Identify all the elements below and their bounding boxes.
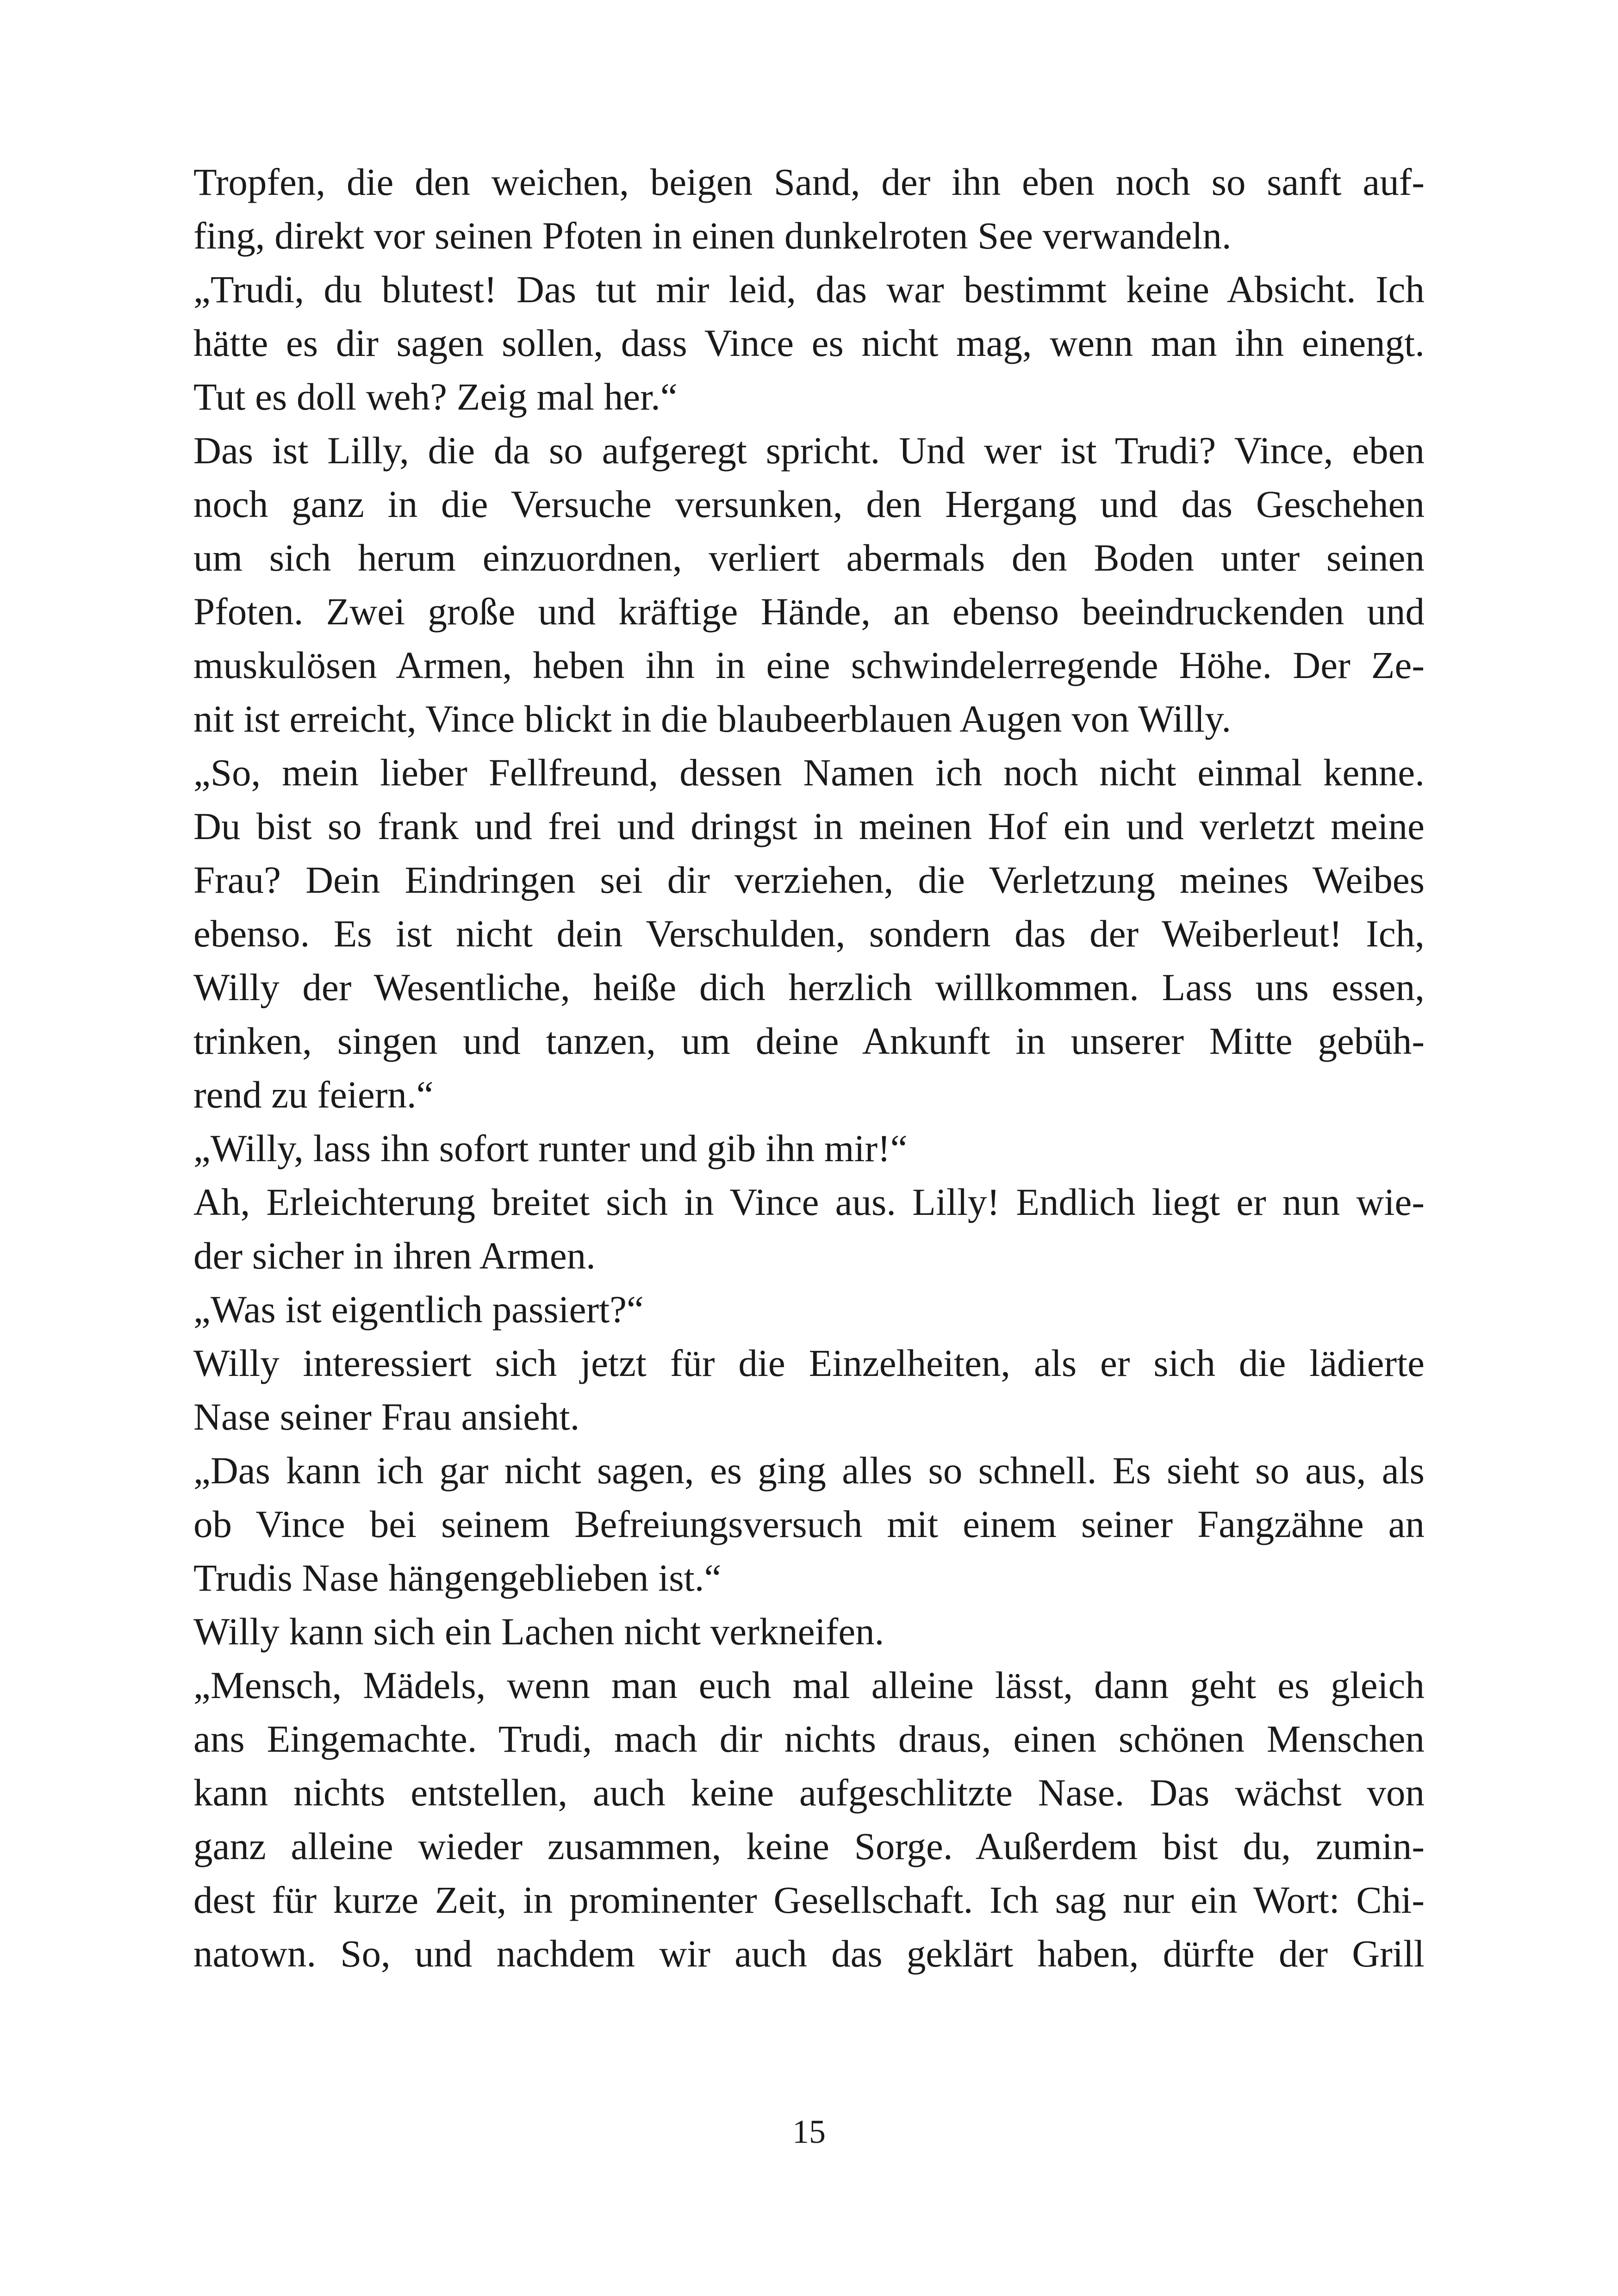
- text-line: natown. So, und nachdem wir auch das geklärt haben, dürfte der Grill: [193, 1932, 1425, 1975]
- text-line: Willy interessiert sich jetzt für die Einzelheiten, als er sich die lädierte: [193, 1342, 1425, 1384]
- text-line: muskulösen Armen, heben ihn in eine schwindelerregende Höhe. Der Ze-: [193, 644, 1425, 686]
- text-line: ans Eingemachte. Trudi, mach dir nichts draus, einen schönen Menschen: [193, 1717, 1425, 1760]
- text-line: Pfoten. Zwei große und kräftige Hände, an ebenso beeindruckenden und: [193, 590, 1425, 633]
- text-line: Tropfen, die den weichen, beigen Sand, der ihn eben noch so sanft auf-: [193, 161, 1425, 203]
- text-line: hätte es dir sagen sollen, dass Vince es nicht mag, wenn man ihn einengt.: [193, 322, 1425, 364]
- text-line: trinken, singen und tanzen, um deine Ankunft in unserer Mitte gebüh-: [193, 1020, 1425, 1062]
- text-line: dest für kurze Zeit, in prominenter Gesellschaft. Ich sag nur ein Wort: Chi-: [193, 1879, 1425, 1921]
- text-line: „Willy, lass ihn sofort runter und gib ihn mir!“: [193, 1127, 908, 1170]
- body-text: [193, 155, 1425, 1980]
- text-line: ob Vince bei seinem Befreiungsversuch mit einem seiner Fangzähne an: [193, 1503, 1425, 1545]
- text-line: „Trudi, du blutest! Das tut mir leid, das war bestimmt keine Absicht. Ich: [193, 268, 1425, 311]
- text-line: „So, mein lieber Fellfreund, dessen Namen ich noch nicht einmal kenne.: [193, 751, 1425, 794]
- page-number: 15: [792, 2113, 826, 2150]
- text-line: Trudis Nase hängengeblieben ist.“: [193, 1556, 722, 1599]
- text-line: Du bist so frank und frei und dringst in meinen Hof ein und verletzt meine: [193, 805, 1425, 847]
- text-line: ganz alleine wieder zusammen, keine Sorge. Außerdem bist du, zumin-: [193, 1825, 1425, 1867]
- text-line: um sich herum einzuordnen, verliert abermals den Boden unter seinen: [193, 536, 1425, 579]
- text-line: Frau? Dein Eindringen sei dir verziehen, die Verletzung meines Weibes: [193, 859, 1425, 901]
- text-line: „Was ist eigentlich passiert?“: [193, 1288, 644, 1331]
- text-line: Ah, Erleichterung breitet sich in Vince aus. Lilly! Endlich liegt er nun wie-: [193, 1181, 1425, 1223]
- text-line: Das ist Lilly, die da so aufgeregt spricht. Und wer ist Trudi? Vince, eben: [193, 429, 1425, 472]
- text-line: noch ganz in die Versuche versunken, den Hergang und das Geschehen: [193, 483, 1425, 525]
- text-line: „Mensch, Mädels, wenn man euch mal alleine lässt, dann geht es gleich: [193, 1664, 1425, 1706]
- text-line: Nase seiner Frau ansieht.: [193, 1395, 580, 1438]
- text-line: Willy der Wesentliche, heiße dich herzlich willkommen. Lass uns essen,: [193, 966, 1425, 1008]
- text-line: fing, direkt vor seinen Pfoten in einen dunkelroten See verwandeln.: [193, 214, 1232, 257]
- text-line: ebenso. Es ist nicht dein Verschulden, sondern das der Weiberleut! Ich,: [193, 912, 1425, 955]
- text-line: der sicher in ihren Armen.: [193, 1234, 596, 1277]
- text-line: kann nichts entstellen, auch keine aufgeschlitzte Nase. Das wächst von: [193, 1771, 1425, 1814]
- text-line: nit ist erreicht, Vince blickt in die blaubeerblauen Augen von Willy.: [193, 697, 1232, 740]
- text-line: Willy kann sich ein Lachen nicht verkneifen.: [193, 1610, 884, 1653]
- text-line: rend zu feiern.“: [193, 1073, 434, 1116]
- text-line: Tut es doll weh? Zeig mal her.“: [193, 375, 678, 418]
- text-line: „Das kann ich gar nicht sagen, es ging alles so schnell. Es sieht so aus, als: [193, 1449, 1425, 1492]
